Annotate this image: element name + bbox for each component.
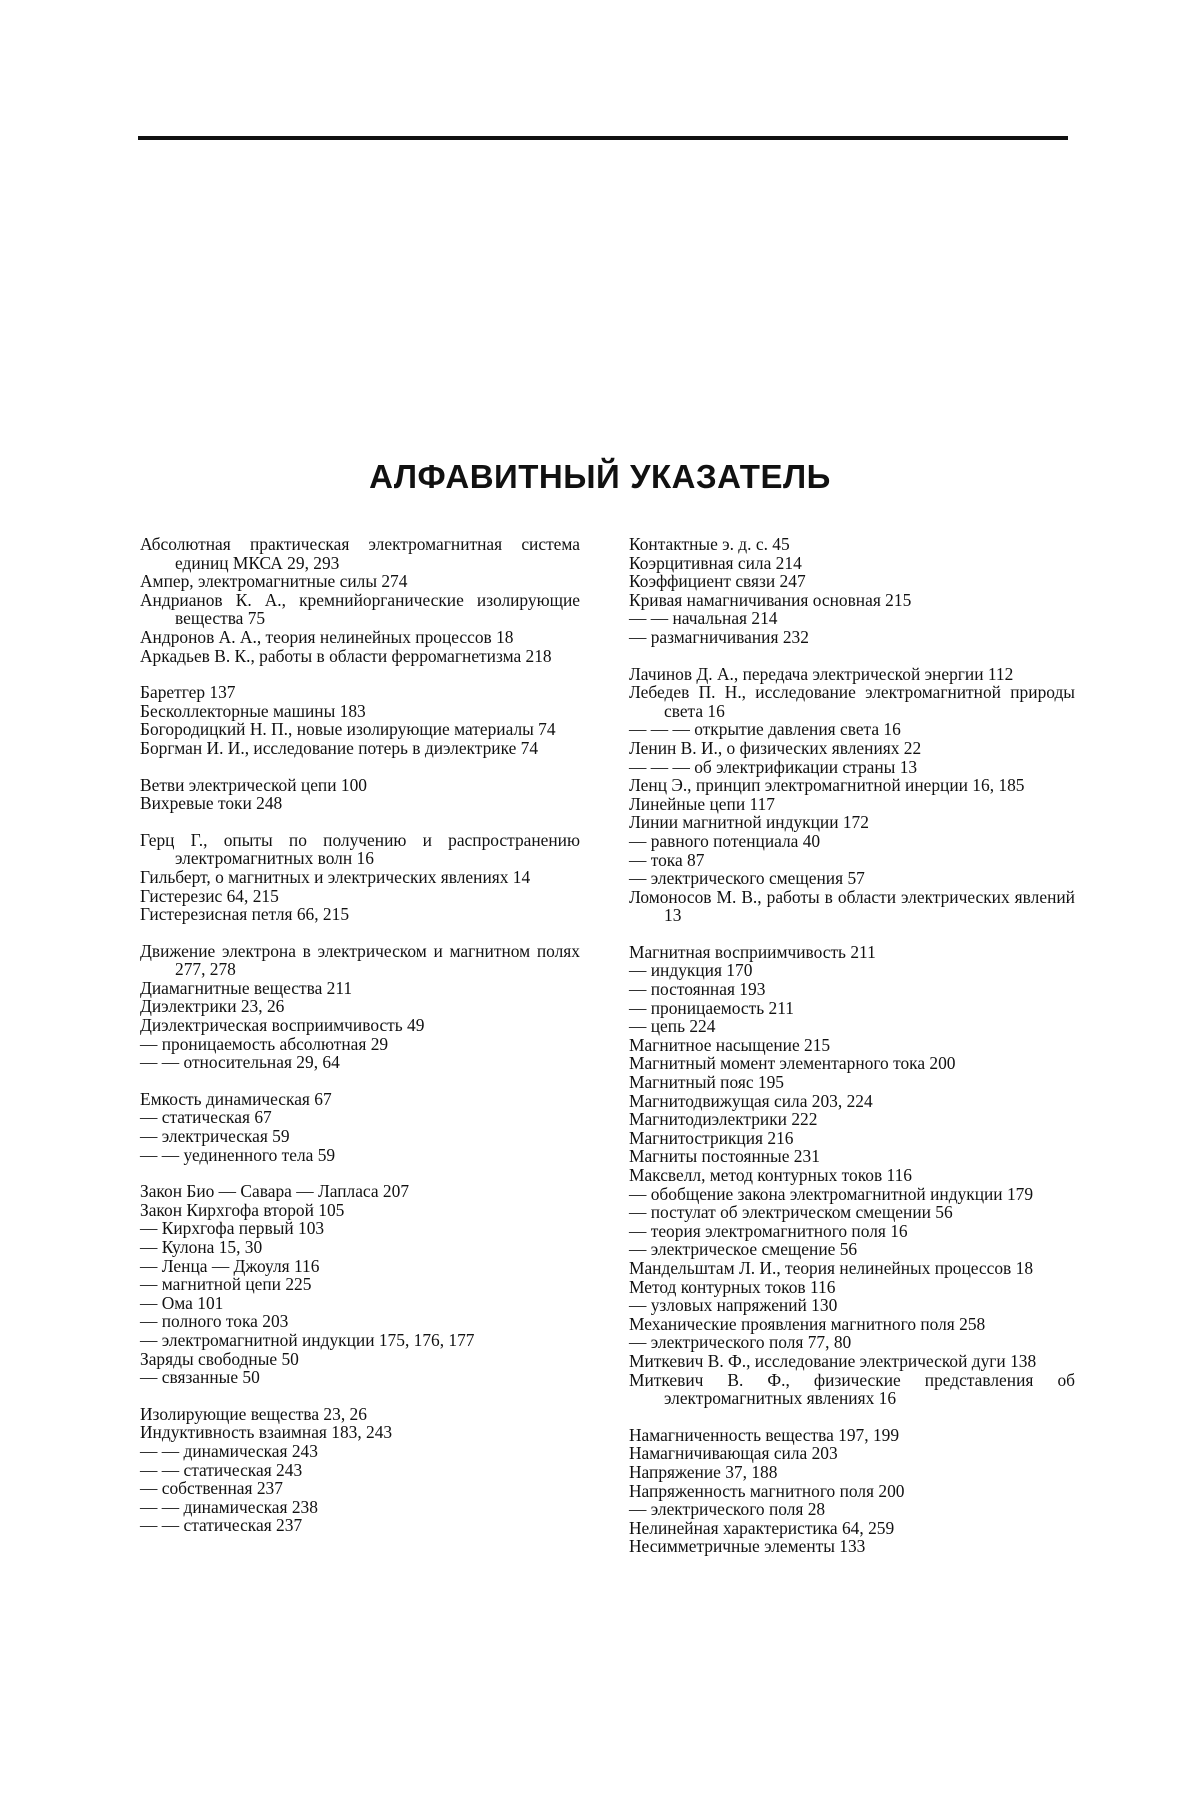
index-entry: Гистерезис 64, 215 — [140, 885, 279, 906]
index-entry: Магнитный пояс 195 — [629, 1072, 784, 1093]
index-entry: — теория электромагнитного поля 16 — [629, 1220, 908, 1241]
index-entry: Метод контурных токов 116 — [629, 1276, 836, 1297]
index-entry: Движение электрона в электрическом и магнитном полях 277, 278 — [140, 940, 580, 980]
index-entry: — полного тока 203 — [140, 1311, 289, 1332]
page-title: АЛФАВИТНЫЙ УКАЗАТЕЛЬ — [369, 458, 831, 495]
index-entry: Заряды свободные 50 — [140, 1348, 299, 1369]
index-entry: — Кулона 15, 30 — [140, 1237, 263, 1257]
index-entry: — — — открытие давления света 16 — [629, 719, 901, 740]
index-entry: — — статическая 243 — [140, 1459, 303, 1480]
right-column — [629, 535, 1075, 1574]
index-entry: Намагничивающая сила 203 — [629, 1443, 838, 1464]
index-entry: — электромагнитной индукции 175, 176, 177 — [140, 1329, 475, 1350]
index-entry: Миткевич В. Ф., исследование электрической дуги 138 — [629, 1350, 1037, 1371]
index-entry: — проницаемость абсолютная 29 — [140, 1033, 389, 1054]
index-entry: Линейные цепи 117 — [629, 793, 775, 814]
index-entry: Ломоносов М. В., работы в области электрических явлений 13 — [629, 886, 1075, 926]
index-entry: Андрианов К. А., кремнийорганические изолирующие вещества 75 — [140, 589, 580, 629]
index-entry: — электрического поля 28 — [629, 1499, 826, 1520]
index-entry: Кривая намагничивания основная 215 — [629, 589, 912, 610]
index-entry: — обобщение закона электромагнитной индукции 179 — [629, 1183, 1034, 1204]
index-entry: — проницаемость 211 — [629, 997, 794, 1018]
index-entry: — постоянная 193 — [629, 979, 766, 1000]
index-entry: Ленц Э., принцип электромагнитной инерции 16, 185 — [629, 775, 1025, 796]
index-entry: Намагниченность вещества 197, 199 — [629, 1424, 900, 1445]
index-entry: Абсолютная практическая электромагнитная система единиц МКСА 29, 293 — [140, 534, 580, 573]
index-letter-group — [140, 535, 580, 665]
index-entry: — статическая 67 — [140, 1107, 272, 1128]
index-entry: Магнитная восприимчивость 211 — [629, 941, 876, 962]
index-entry: Ампер, электромагнитные силы 274 — [140, 571, 408, 592]
index-entry: Емкость динамическая 67 — [140, 1088, 332, 1109]
index-entry: Ветви электрической цепи 100 — [140, 774, 367, 795]
index-entry: Магнитострикция 216 — [629, 1127, 794, 1148]
index-letter-group — [140, 683, 580, 757]
index-entry: Герц Г., опыты по получению и распространению электромагнитных волн 16 — [140, 829, 580, 869]
index-entry: — Ленца — Джоуля 116 — [140, 1255, 320, 1276]
index-entry: Контактные э. д. с. 45 — [629, 534, 790, 554]
index-entry: Мандельштам Л. И., теория нелинейных процессов 18 — [629, 1257, 1034, 1278]
index-entry: Напряженность магнитного поля 200 — [629, 1480, 905, 1501]
index-entry: — электрического смещения 57 — [629, 868, 865, 889]
index-entry: Лачинов Д. А., передача электрической энергии 112 — [629, 663, 1014, 684]
index-entry: Богородицкий Н. П., новые изолирующие материалы 74 — [140, 719, 556, 740]
index-entry: — — статическая 237 — [140, 1515, 303, 1536]
index-letter-group — [140, 942, 580, 1072]
index-entry: Бесколлекторные машины 183 — [140, 700, 366, 721]
index-letter-group — [140, 1182, 580, 1387]
index-entry: Нелинейная характеристика 64, 259 — [629, 1517, 895, 1538]
index-entry: Гистерезисная петля 66, 215 — [140, 904, 350, 925]
index-entry: Миткевич В. Ф., физические представления об электромагнитных явлениях 16 — [629, 1369, 1075, 1409]
index-letter-group — [140, 831, 580, 924]
index-letter-group — [629, 535, 1075, 647]
index-entry: — размагничивания 232 — [629, 626, 809, 647]
index-entry: Аркадьев В. К., работы в области ферромагнетизма 218 — [140, 645, 552, 666]
index-entry: Андронов А. А., теория нелинейных процессов 18 — [140, 626, 514, 647]
index-entry: — Ома 101 — [140, 1292, 224, 1313]
index-entry: Магнитодвижущая сила 203, 224 — [629, 1090, 873, 1111]
index-entry: — электрического поля 77, 80 — [629, 1332, 852, 1353]
index-entry: — собственная 237 — [140, 1478, 283, 1499]
index-letter-group — [629, 1426, 1075, 1556]
index-entry: Баретгер 137 — [140, 682, 236, 703]
index-entry: — — динамическая 243 — [140, 1440, 318, 1461]
index-letter-group — [140, 1090, 580, 1164]
index-entry: — электрическое смещение 56 — [629, 1239, 858, 1260]
index-entry: Несимметричные элементы 133 — [629, 1536, 866, 1557]
index-entry: Линии магнитной индукции 172 — [629, 812, 869, 833]
index-entry: — связанные 50 — [140, 1367, 260, 1388]
index-entry: Коэрцитивная сила 214 — [629, 552, 802, 573]
index-entry: — Кирхгофа первый 103 — [140, 1218, 325, 1239]
index-entry: Механические проявления магнитного поля 258 — [629, 1313, 986, 1334]
index-entry: Напряжение 37, 188 — [629, 1461, 778, 1482]
index-entry: — магнитной цепи 225 — [140, 1274, 312, 1295]
index-entry: Магниты постоянные 231 — [629, 1146, 820, 1167]
index-entry: Закон Кирхгофа второй 105 — [140, 1199, 345, 1220]
index-entry: — — относительная 29, 64 — [140, 1052, 340, 1073]
index-entry: Ленин В. И., о физических явлениях 22 — [629, 737, 922, 758]
left-column — [140, 535, 580, 1553]
index-entry: — узловых напряжений 130 — [629, 1295, 838, 1316]
index-entry: Боргман И. И., исследование потерь в диэлектрике 74 — [140, 737, 539, 758]
index-entry: — постулат об электрическом смещении 56 — [629, 1202, 953, 1223]
index-entry: Гильберт, о магнитных и электрических явлениях 14 — [140, 866, 531, 887]
index-entry: Диэлектрическая восприимчивость 49 — [140, 1015, 425, 1036]
index-entry: — — — об электрификации страны 13 — [629, 756, 918, 777]
index-entry: — — уединенного тела 59 — [140, 1144, 336, 1165]
index-letter-group — [629, 943, 1075, 1408]
index-entry: Индуктивность взаимная 183, 243 — [140, 1422, 393, 1443]
index-entry: — индукция 170 — [629, 960, 753, 981]
index-entry: Лебедев П. Н., исследование электромагнитной природы света 16 — [629, 682, 1075, 721]
index-entry: Диэлектрики 23, 26 — [140, 996, 285, 1017]
index-entry: Магнитодиэлектрики 222 — [629, 1109, 818, 1130]
index-entry: Магнитный момент элементарного тока 200 — [629, 1053, 956, 1074]
index-entry: — — начальная 214 — [629, 608, 778, 629]
index-entry: — равного потенциала 40 — [629, 830, 821, 851]
index-entry: Вихревые токи 248 — [140, 793, 283, 814]
index-letter-group — [140, 1405, 580, 1535]
top-rule — [138, 136, 1068, 140]
index-entry: Магнитное насыщение 215 — [629, 1034, 831, 1055]
index-entry: Коэффициент связи 247 — [629, 571, 806, 592]
index-entry: Максвелл, метод контурных токов 116 — [629, 1165, 912, 1185]
index-entry: — электрическая 59 — [140, 1126, 290, 1147]
index-letter-group — [140, 776, 580, 813]
index-entry: — цепь 224 — [629, 1016, 716, 1037]
index-entry: — — динамическая 238 — [140, 1496, 318, 1517]
index-entry: Изолирующие вещества 23, 26 — [140, 1403, 367, 1424]
index-letter-group — [629, 665, 1075, 925]
index-entry: Закон Био — Савара — Лапласа 207 — [140, 1181, 410, 1202]
index-entry: Диамагнитные вещества 211 — [140, 977, 353, 998]
index-entry: — тока 87 — [629, 849, 705, 870]
